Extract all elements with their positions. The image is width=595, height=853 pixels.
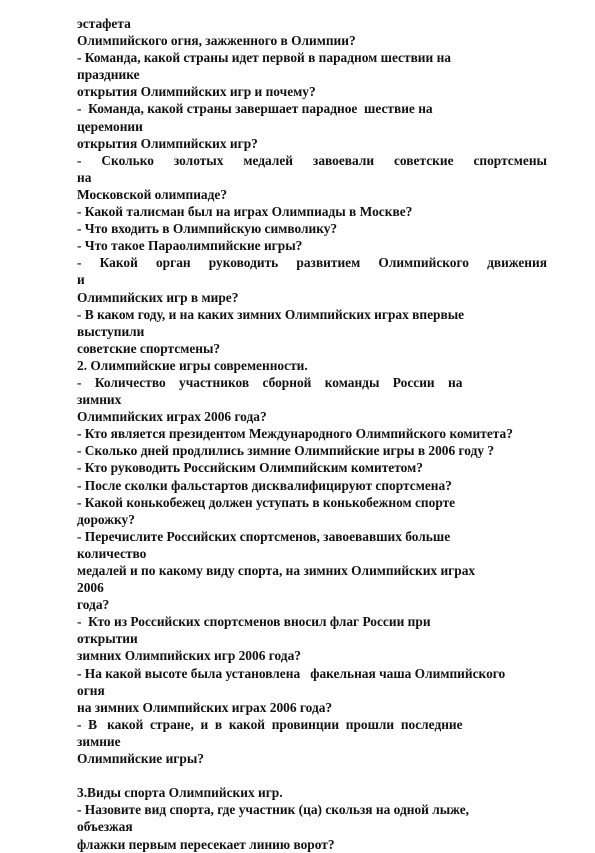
text-line: Олимпийские игры?	[77, 751, 204, 767]
text-line: 3.Виды спорта Олимпийских игр.	[77, 785, 283, 801]
text-line: - Сколько дней продлились зимние Олимпийские игры в 2006 году ?	[77, 443, 495, 459]
text-line: и	[77, 272, 85, 288]
text-line: советские спортсмены?	[77, 340, 221, 356]
text-line: года?	[77, 597, 110, 613]
text-line: объезжая	[77, 819, 133, 835]
text-line: - Какой талисман был на играх Олимпиады в Москве?	[77, 204, 413, 220]
text-line: - Кто из Российских спортсменов вносил флаг России при	[77, 614, 431, 630]
text-line: Московской олимпиаде?	[77, 186, 228, 202]
text-line: - Команда, какой страны завершает парадное шествие на	[77, 101, 433, 117]
text-line: дорожку?	[77, 511, 135, 527]
text-line: открытия Олимпийских игр?	[77, 135, 258, 151]
text-line: - Что входить в Олимпийскую символику?	[77, 221, 338, 237]
document-body	[77, 15, 547, 853]
text-line: Олимпийских игр в мире?	[77, 289, 239, 305]
text-line: выступили	[77, 323, 145, 339]
text-line: - Кто руководить Российским Олимпийским комитетом?	[77, 460, 423, 476]
text-line: празднике	[77, 67, 140, 83]
text-line: открытии	[77, 631, 138, 647]
text-line: количество	[77, 545, 147, 561]
blank-line	[77, 767, 547, 784]
text-line: - Что такое Параолимпийские игры?	[77, 238, 303, 254]
text-line: эстафета	[77, 16, 131, 31]
text-line: зимних Олимпийских игр 2006 года?	[77, 648, 301, 664]
text-line: открытия Олимпийских игр и почему?	[77, 84, 316, 100]
text-line: - Перечислите Российских спортсменов, завоевавших больше	[77, 528, 451, 544]
text-line: медалей и по какому виду спорта, на зимних Олимпийских играх	[77, 563, 476, 578]
text-line: флажки первым пересекает линию ворот?	[77, 836, 335, 852]
text-line: огня	[77, 682, 105, 698]
text-line: зимние	[77, 733, 121, 749]
text-line: на	[77, 169, 92, 185]
text-line: - Количество участников сборной команды России на	[77, 374, 463, 390]
text-line: - Сколько золотых медалей завоевали советские спортсмены	[77, 152, 547, 168]
text-line: - Назовите вид спорта, где участник (ца) скользя на одной лыже,	[77, 802, 470, 818]
text-line: 2. Олимпийские игры современности.	[77, 357, 308, 373]
text-line: - Команда, какой страны идет первой в парадном шествии на	[77, 50, 451, 66]
text-line: - Кто является президентом Международного Олимпийского комитета?	[77, 426, 513, 442]
text-line: на зимних Олимпийских играх 2006 года?	[77, 699, 333, 715]
text-line: зимних	[77, 392, 122, 408]
text-line: Олимпийского огня, зажженного в Олимпии?	[77, 33, 356, 49]
text-line: - Какой орган руководить развитием Олимпийского движения	[77, 255, 547, 271]
text-line: церемонии	[77, 118, 143, 134]
text-line: - После сколки фальстартов дисквалифицируют спортсмена?	[77, 477, 452, 493]
text-line: - В каком году, и на каких зимних Олимпийских играх впервые	[77, 306, 465, 322]
text-line: - На какой высоте была установлена факельная чаша Олимпийского	[77, 665, 506, 681]
text-line: - В какой стране, и в какой провинции прошли последние	[77, 716, 463, 732]
text-line: Олимпийских играх 2006 года?	[77, 409, 267, 425]
text-line: - Какой конькобежец должен уступать в конькобежном спорте	[77, 494, 456, 510]
text-line: 2006	[77, 580, 104, 596]
